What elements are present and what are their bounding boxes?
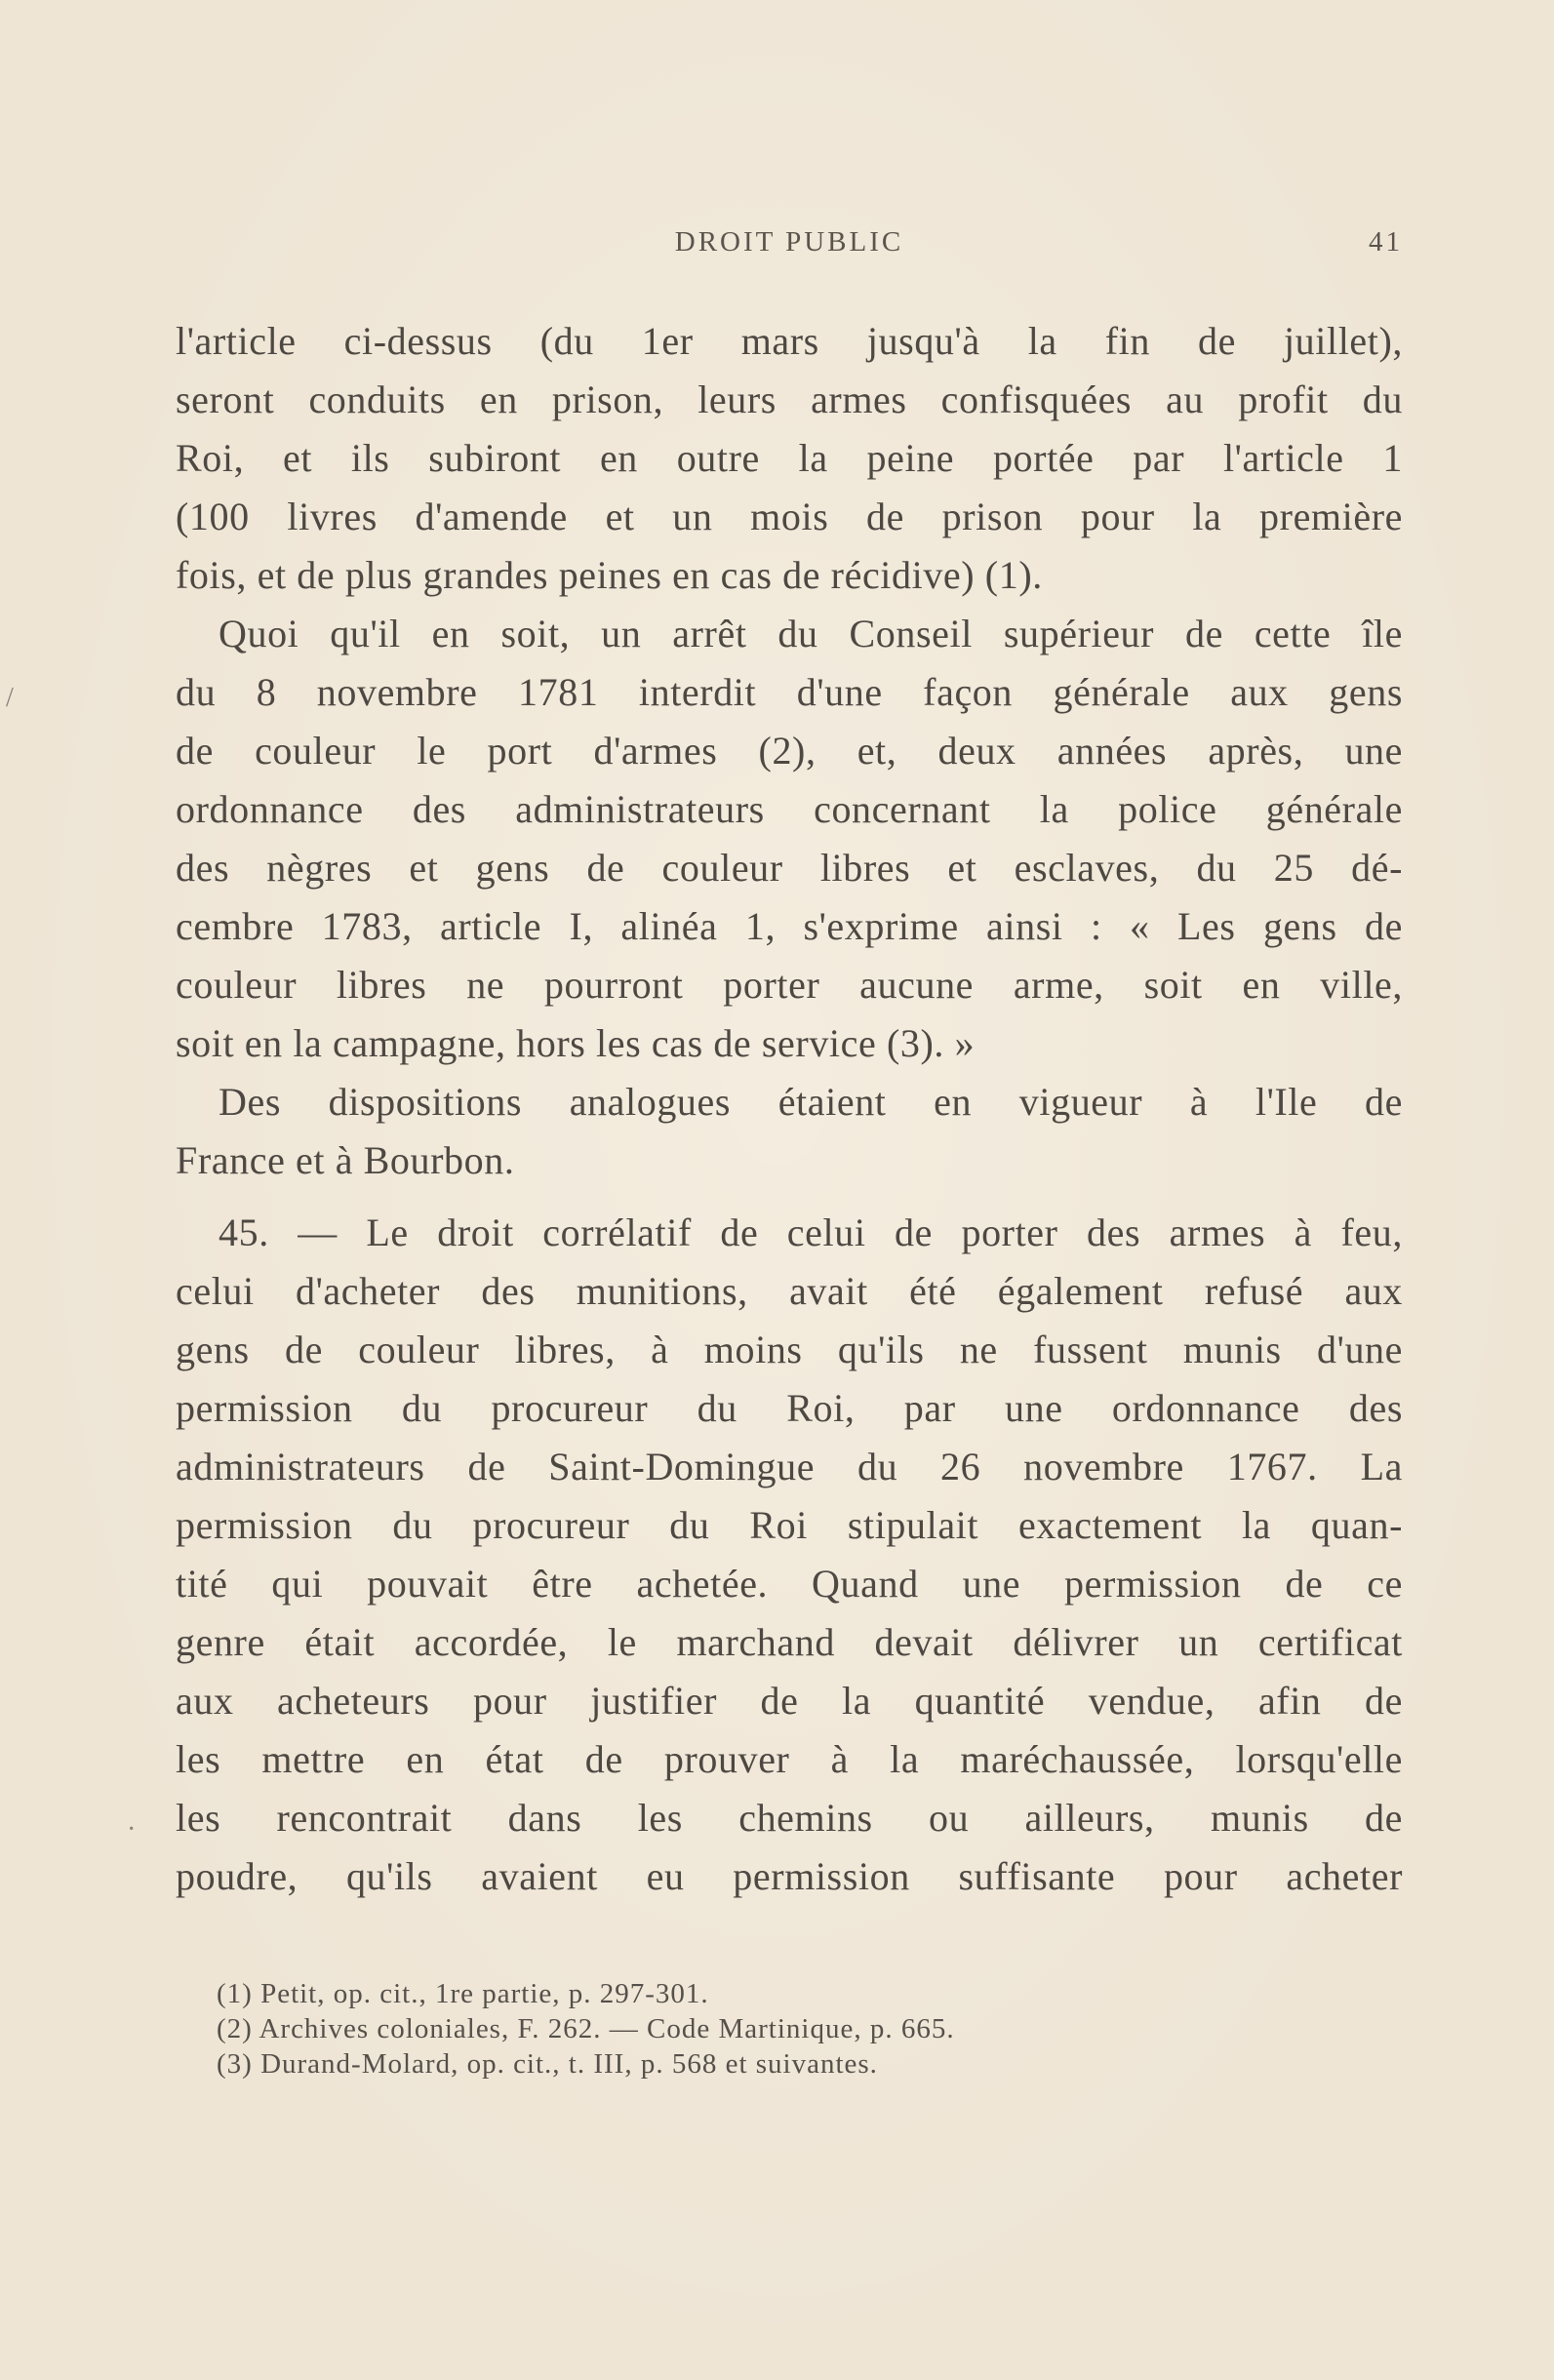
paragraph-3 [176, 1073, 1403, 1190]
text-line: couleur libres ne pourront porter aucune arme, soit en ville, [176, 963, 1403, 1007]
text-line: celui d'acheter des munitions, avait été également refusé aux [176, 1269, 1403, 1313]
text-line: Quoi qu'il en soit, un arrêt du Conseil supérieur de cette île [219, 612, 1403, 655]
text-line: l'article ci-dessus (du 1er mars jusqu'à la fin de juillet), [176, 319, 1403, 363]
text-line: les mettre en état de prouver à la maréchaussée, lorsqu'elle [176, 1737, 1403, 1781]
text-line: Roi, et ils subiront en outre la peine portée par l'article 1 [176, 436, 1403, 480]
text-line: ordonnance des administrateurs concernant la police générale [176, 787, 1403, 831]
text-line: seront conduits en prison, leurs armes confisquées au profit du [176, 377, 1403, 421]
text-line: du 8 novembre 1781 interdit d'une façon générale aux gens [176, 670, 1403, 714]
paragraph-4 [176, 1204, 1403, 1906]
text-line: des nègres et gens de couleur libres et esclaves, du 25 dé- [176, 846, 1403, 890]
footnote-1: (1) Petit, op. cit., 1re partie, p. 297-301. [217, 1978, 709, 2009]
footnote-2: (2) Archives coloniales, F. 262. — Code Martinique, p. 665. [217, 2013, 955, 2044]
paragraph-2 [176, 605, 1403, 1073]
footnotes [217, 1976, 1309, 2082]
text-line: genre était accordée, le marchand devait délivrer un certificat [176, 1620, 1403, 1664]
page-number: 41 [1369, 226, 1403, 258]
paragraph-1 [176, 312, 1403, 605]
running-head [176, 226, 1403, 265]
text-line: permission du procureur du Roi, par une ordonnance des [176, 1386, 1403, 1430]
text-line: gens de couleur libres, à moins qu'ils ne fussent munis d'une [176, 1328, 1403, 1371]
text-line: cembre 1783, article I, alinéa 1, s'exprime ainsi : « Les gens de [176, 904, 1403, 948]
text-line: administrateurs de Saint-Domingue du 26 novembre 1767. La [176, 1445, 1403, 1488]
text-line: Des dispositions analogues étaient en vigueur à l'Ile de [219, 1080, 1403, 1124]
text-line: permission du procureur du Roi stipulait exactement la quan- [176, 1503, 1403, 1547]
text-line: les rencontrait dans les chemins ou ailleurs, munis de [176, 1796, 1403, 1840]
text-line: 45. — Le droit corrélatif de celui de porter des armes à feu, [219, 1210, 1403, 1254]
running-head-title: DROIT PUBLIC [674, 226, 904, 258]
text-line: France et à Bourbon. [176, 1138, 515, 1182]
margin-dot: · [127, 1814, 137, 1844]
text-line: de couleur le port d'armes (2), et, deux années après, une [176, 729, 1403, 773]
text-line: poudre, qu'ils avaient eu permission suffisante pour acheter [176, 1854, 1403, 1898]
text-line: aux acheteurs pour justifier de la quantité vendue, afin de [176, 1679, 1403, 1723]
body-text [176, 312, 1403, 1906]
footnote-3: (3) Durand-Molard, op. cit., t. III, p. 568 et suivantes. [217, 2048, 878, 2080]
text-line: (100 livres d'amende et un mois de prison pour la première [176, 495, 1403, 538]
text-line: tité qui pouvait être achetée. Quand une permission de ce [176, 1562, 1403, 1606]
text-line: soit en la campagne, hors les cas de service (3). » [176, 1021, 976, 1065]
margin-mark: / [6, 683, 14, 713]
text-line: fois, et de plus grandes peines en cas de récidive) (1). [176, 553, 1043, 597]
